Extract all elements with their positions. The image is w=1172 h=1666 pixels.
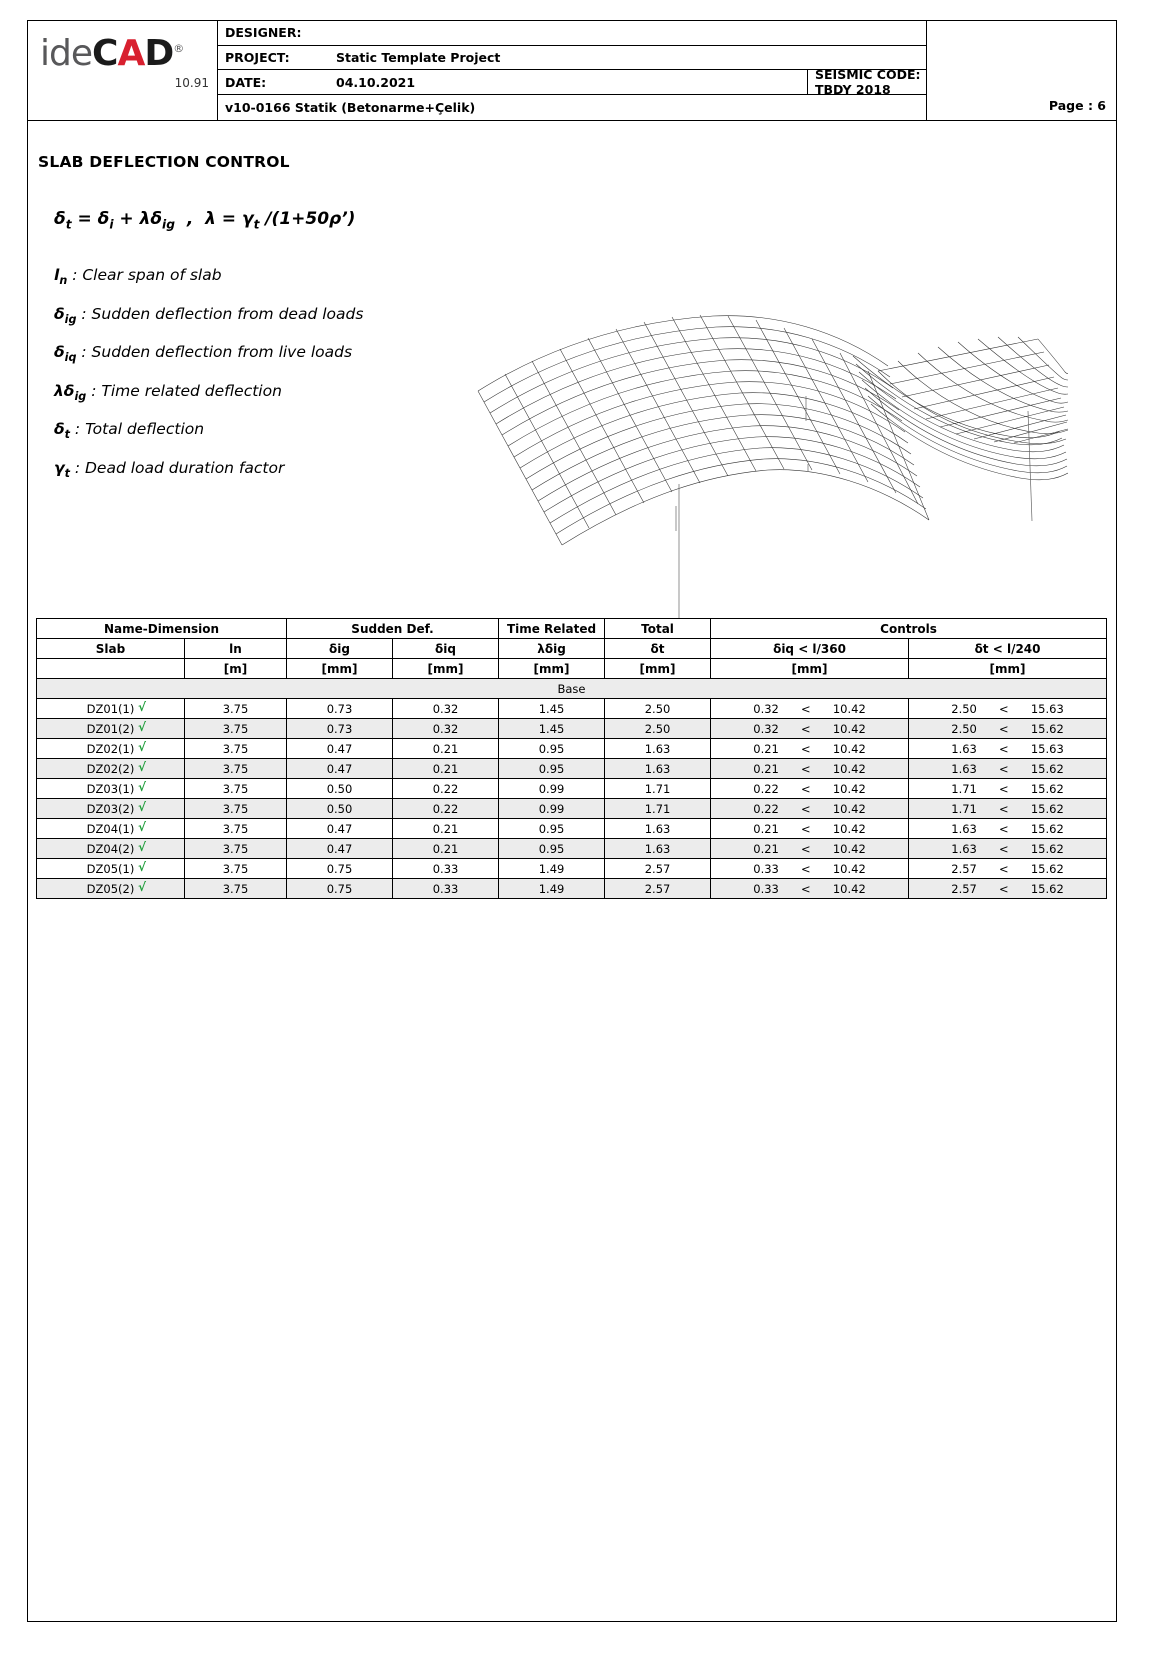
- c1-op: <: [801, 861, 811, 876]
- symbol-legend: [54, 266, 474, 497]
- c1-right: 10.42: [832, 781, 866, 796]
- th-dt: δt: [605, 639, 711, 659]
- cell-dt: 1.71: [605, 779, 711, 799]
- seismic-code-value: SEISMIC CODE: TBDY 2018: [815, 67, 921, 98]
- idecad-logo: [40, 33, 183, 74]
- c2-left: 1.71: [951, 801, 977, 816]
- table-group-header-row: [37, 619, 1107, 639]
- report-header: [28, 21, 1116, 121]
- th-unit-lambda-dig: [mm]: [499, 659, 605, 679]
- header-fields: [218, 21, 927, 120]
- c1-op: <: [801, 701, 811, 716]
- cell-control-dt: [909, 699, 1107, 719]
- c2-right: 15.62: [1030, 781, 1064, 796]
- page-number: Page : 6: [1048, 98, 1106, 113]
- c2-right: 15.63: [1030, 701, 1064, 716]
- th-diq: δiq: [393, 639, 499, 659]
- c1-right: 10.42: [832, 761, 866, 776]
- cell-slab-name: [37, 839, 185, 859]
- th-slab: Slab: [37, 639, 185, 659]
- header-row-version: [218, 95, 926, 120]
- slab-name-text: DZ02(2): [86, 761, 135, 776]
- cell-control-dt: [909, 779, 1107, 799]
- c2-right: 15.63: [1030, 741, 1064, 756]
- deflection-formula: $\delta_t = \delta_i + \lambda\delta_{ig}$ , $\lambda = \gamma_t$ /(1+50ρ’): [54, 209, 356, 232]
- slab-mesh-svg: [448, 221, 1068, 631]
- cell-control-diq: [711, 799, 909, 819]
- cell-diq: 0.22: [393, 799, 499, 819]
- cell-slab-name: [37, 699, 185, 719]
- cell-slab-name: [37, 759, 185, 779]
- cell-dig: 0.73: [287, 699, 393, 719]
- c1-right: 10.42: [832, 881, 866, 896]
- legend-text-gamma-t: : Dead load duration factor: [69, 458, 285, 477]
- legend-item-diq: $\delta_{iq}$ : Sudden deflection from live loads: [54, 343, 353, 365]
- cell-lambda-dig: 0.99: [499, 799, 605, 819]
- cell-slab-name: [37, 819, 185, 839]
- date-group: [218, 70, 808, 94]
- c1-op: <: [801, 821, 811, 836]
- cell-lambda-dig: 1.49: [499, 859, 605, 879]
- cell-dt: 1.71: [605, 799, 711, 819]
- cell-ln: 3.75: [185, 719, 287, 739]
- c1-left: 0.32: [753, 701, 779, 716]
- c1-left: 0.21: [753, 741, 779, 756]
- c2-right: 15.62: [1030, 761, 1064, 776]
- c2-right: 15.62: [1030, 841, 1064, 856]
- th-time-related: Time Related: [499, 619, 605, 639]
- th-name-dimension: Name-Dimension: [37, 619, 287, 639]
- c2-left: 2.50: [951, 721, 977, 736]
- table-units-row: [37, 659, 1107, 679]
- cell-dig: 0.75: [287, 879, 393, 899]
- c1-right: 10.42: [832, 801, 866, 816]
- th-unit-dig: [mm]: [287, 659, 393, 679]
- c2-op: <: [999, 841, 1009, 856]
- check-icon: √: [137, 780, 146, 794]
- legend-item-lambda-dig: $\lambda\delta_{ig}$ : Time related deflection: [54, 381, 282, 403]
- table-row: [37, 799, 1107, 819]
- cell-ln: 3.75: [185, 799, 287, 819]
- cell-lambda-dig: 1.49: [499, 879, 605, 899]
- table-row: [37, 819, 1107, 839]
- logo-text-ide: ide: [40, 33, 93, 74]
- c2-op: <: [999, 861, 1009, 876]
- c2-left: 2.57: [951, 881, 977, 896]
- c1-left: 0.33: [753, 861, 779, 876]
- th-unit-dt: [mm]: [605, 659, 711, 679]
- cell-ln: 3.75: [185, 779, 287, 799]
- cell-diq: 0.32: [393, 699, 499, 719]
- logo-registered-mark: ®: [173, 42, 184, 55]
- th-control-dt: δt < l/240: [909, 639, 1107, 659]
- date-value: 04.10.2021: [336, 74, 416, 90]
- slab-name-text: DZ02(1): [86, 741, 135, 756]
- c2-left: 1.63: [951, 821, 977, 836]
- c2-right: 15.62: [1030, 861, 1064, 876]
- designer-label: DESIGNER:: [225, 25, 302, 41]
- c1-left: 0.21: [753, 761, 779, 776]
- c1-right: 10.42: [832, 701, 866, 716]
- cell-dt: 1.63: [605, 819, 711, 839]
- cell-ln: 3.75: [185, 759, 287, 779]
- cell-lambda-dig: 0.99: [499, 779, 605, 799]
- c2-op: <: [999, 701, 1009, 716]
- cell-ln: 3.75: [185, 879, 287, 899]
- cell-dig: 0.73: [287, 719, 393, 739]
- cell-ln: 3.75: [185, 699, 287, 719]
- c1-right: 10.42: [832, 721, 866, 736]
- table-row: [37, 859, 1107, 879]
- cell-ln: 3.75: [185, 839, 287, 859]
- th-dig: δig: [287, 639, 393, 659]
- deformed-slab-mesh-figure: [448, 221, 1068, 631]
- c1-left: 0.22: [753, 801, 779, 816]
- cell-ln: 3.75: [185, 859, 287, 879]
- th-unit-control-dt: [mm]: [909, 659, 1107, 679]
- cell-diq: 0.22: [393, 779, 499, 799]
- cell-slab-name: [37, 859, 185, 879]
- cell-diq: 0.33: [393, 879, 499, 899]
- logo-text-a: A: [117, 33, 145, 74]
- date-label: DATE:: [225, 74, 267, 90]
- c2-right: 15.62: [1030, 721, 1064, 736]
- c2-right: 15.62: [1030, 801, 1064, 816]
- cell-slab-name: [37, 779, 185, 799]
- check-icon: √: [137, 700, 146, 714]
- c2-op: <: [999, 821, 1009, 836]
- legend-item-dig: $\delta_{ig}$ : Sudden deflection from dead loads: [54, 304, 364, 326]
- cell-dt: 2.50: [605, 719, 711, 739]
- legend-text-ln: : Clear span of slab: [67, 266, 222, 284]
- cell-slab-name: [37, 879, 185, 899]
- cell-dt: 2.50: [605, 699, 711, 719]
- cell-lambda-dig: 1.45: [499, 719, 605, 739]
- check-icon: √: [137, 800, 146, 814]
- check-icon: √: [137, 760, 146, 774]
- slab-name-text: DZ05(2): [86, 881, 135, 896]
- slab-name-text: DZ03(1): [86, 781, 135, 796]
- report-page: [27, 20, 1117, 1622]
- cell-diq: 0.21: [393, 759, 499, 779]
- th-ln: ln: [185, 639, 287, 659]
- c2-left: 2.57: [951, 861, 977, 876]
- cell-control-diq: [711, 759, 909, 779]
- c1-op: <: [801, 761, 811, 776]
- project-value: Static Template Project: [336, 50, 501, 65]
- cell-dig: 0.50: [287, 799, 393, 819]
- cell-control-dt: [909, 859, 1107, 879]
- cell-control-dt: [909, 759, 1107, 779]
- c2-op: <: [999, 781, 1009, 796]
- slab-name-text: DZ03(2): [86, 801, 135, 816]
- cell-dt: 1.63: [605, 759, 711, 779]
- cell-control-dt: [909, 839, 1107, 859]
- slab-deflection-table-wrapper: [36, 618, 1106, 899]
- c1-op: <: [801, 841, 811, 856]
- c2-op: <: [999, 761, 1009, 776]
- cell-dig: 0.75: [287, 859, 393, 879]
- table-row: [37, 879, 1107, 899]
- cell-lambda-dig: 0.95: [499, 839, 605, 859]
- cell-control-dt: [909, 799, 1107, 819]
- logo-text-c: C: [92, 33, 118, 74]
- cell-control-diq: [711, 879, 909, 899]
- c2-left: 2.50: [951, 701, 977, 716]
- cell-lambda-dig: 0.95: [499, 819, 605, 839]
- software-version-label: v10-0166 Statik (Betonarme+Çelik): [225, 100, 476, 116]
- legend-text-dt: : Total deflection: [70, 420, 205, 439]
- cell-slab-name: [37, 799, 185, 819]
- group-label-base: Base: [37, 679, 1107, 699]
- th-total: Total: [605, 619, 711, 639]
- th-unit-slab: [37, 659, 185, 679]
- c1-op: <: [801, 741, 811, 756]
- table-row: [37, 759, 1107, 779]
- c1-op: <: [801, 801, 811, 816]
- page-title: SLAB DEFLECTION CONTROL: [38, 153, 290, 171]
- check-icon: √: [137, 840, 146, 854]
- cell-control-dt: [909, 819, 1107, 839]
- c2-left: 1.71: [951, 781, 977, 796]
- c1-right: 10.42: [832, 841, 866, 856]
- c1-left: 0.33: [753, 881, 779, 896]
- th-unit-ln: [m]: [185, 659, 287, 679]
- check-icon: √: [137, 860, 146, 874]
- legend-text-lambda-dig: : Time related deflection: [86, 381, 282, 400]
- legend-item-dt: $\delta_t$ : Total deflection: [54, 420, 205, 442]
- slab-name-text: DZ04(2): [86, 841, 135, 856]
- c1-op: <: [801, 881, 811, 896]
- th-sudden-def: Sudden Def.: [287, 619, 499, 639]
- th-unit-diq: [mm]: [393, 659, 499, 679]
- th-control-diq: δiq < l/360: [711, 639, 909, 659]
- cell-diq: 0.21: [393, 819, 499, 839]
- slab-name-text: DZ01(1): [86, 701, 135, 716]
- legend-item-gamma-t: $\gamma_t$ : Dead load duration factor: [54, 458, 285, 480]
- c1-op: <: [801, 721, 811, 736]
- logo-cell: [28, 21, 218, 120]
- c2-op: <: [999, 721, 1009, 736]
- cell-dig: 0.47: [287, 739, 393, 759]
- cell-control-diq: [711, 699, 909, 719]
- cell-lambda-dig: 1.45: [499, 699, 605, 719]
- c1-right: 10.42: [832, 861, 866, 876]
- cell-dt: 2.57: [605, 879, 711, 899]
- th-unit-control-diq: [mm]: [711, 659, 909, 679]
- cell-dig: 0.47: [287, 819, 393, 839]
- cell-diq: 0.32: [393, 719, 499, 739]
- c1-right: 10.42: [832, 821, 866, 836]
- cell-control-diq: [711, 819, 909, 839]
- cell-diq: 0.21: [393, 739, 499, 759]
- cell-ln: 3.75: [185, 739, 287, 759]
- slab-name-text: DZ01(2): [86, 721, 135, 736]
- cell-dig: 0.47: [287, 839, 393, 859]
- c2-op: <: [999, 801, 1009, 816]
- cell-diq: 0.21: [393, 839, 499, 859]
- header-row-date: [218, 67, 926, 98]
- c1-right: 10.42: [832, 741, 866, 756]
- cell-lambda-dig: 0.95: [499, 739, 605, 759]
- check-icon: √: [137, 720, 146, 734]
- c1-left: 0.21: [753, 821, 779, 836]
- table-row: [37, 839, 1107, 859]
- cell-dig: 0.50: [287, 779, 393, 799]
- th-controls: Controls: [711, 619, 1107, 639]
- c2-op: <: [999, 741, 1009, 756]
- cell-control-diq: [711, 719, 909, 739]
- check-icon: √: [137, 820, 146, 834]
- cell-control-diq: [711, 859, 909, 879]
- project-label: PROJECT:: [225, 50, 290, 65]
- slab-name-text: DZ05(1): [86, 861, 135, 876]
- c2-left: 1.63: [951, 761, 977, 776]
- check-icon: √: [137, 880, 146, 894]
- c2-right: 15.62: [1030, 821, 1064, 836]
- cell-lambda-dig: 0.95: [499, 759, 605, 779]
- cell-dt: 2.57: [605, 859, 711, 879]
- legend-text-dig: : Sudden deflection from dead loads: [76, 304, 364, 323]
- cell-control-diq: [711, 839, 909, 859]
- table-row: [37, 699, 1107, 719]
- slab-name-text: DZ04(1): [86, 821, 135, 836]
- table-row: [37, 719, 1107, 739]
- cell-control-diq: [711, 739, 909, 759]
- cell-dig: 0.47: [287, 759, 393, 779]
- table-row: [37, 739, 1107, 759]
- cell-diq: 0.33: [393, 859, 499, 879]
- c2-op: <: [999, 881, 1009, 896]
- table-body: [37, 679, 1107, 899]
- cell-slab-name: [37, 719, 185, 739]
- c2-left: 1.63: [951, 841, 977, 856]
- header-row-designer: [218, 21, 926, 46]
- legend-item-ln: $l_n$ : Clear span of slab: [54, 266, 222, 288]
- logo-version: 10.91: [174, 76, 209, 90]
- table-row: [37, 779, 1107, 799]
- logo-text-d: D: [144, 33, 174, 74]
- cell-ln: 3.75: [185, 819, 287, 839]
- cell-control-diq: [711, 779, 909, 799]
- cell-control-dt: [909, 879, 1107, 899]
- c1-left: 0.21: [753, 841, 779, 856]
- legend-text-diq: : Sudden deflection from live loads: [76, 343, 353, 362]
- c1-left: 0.32: [753, 721, 779, 736]
- cell-slab-name: [37, 739, 185, 759]
- th-lambda-dig: λδig: [499, 639, 605, 659]
- table-group-row-base: [37, 679, 1107, 699]
- c1-left: 0.22: [753, 781, 779, 796]
- cell-dt: 1.63: [605, 739, 711, 759]
- cell-control-dt: [909, 719, 1107, 739]
- slab-deflection-table: [36, 618, 1107, 899]
- cell-dt: 1.63: [605, 839, 711, 859]
- table-sub-header-row: [37, 639, 1107, 659]
- c1-op: <: [801, 781, 811, 796]
- check-icon: √: [137, 740, 146, 754]
- cell-control-dt: [909, 739, 1107, 759]
- c2-right: 15.62: [1030, 881, 1064, 896]
- c2-left: 1.63: [951, 741, 977, 756]
